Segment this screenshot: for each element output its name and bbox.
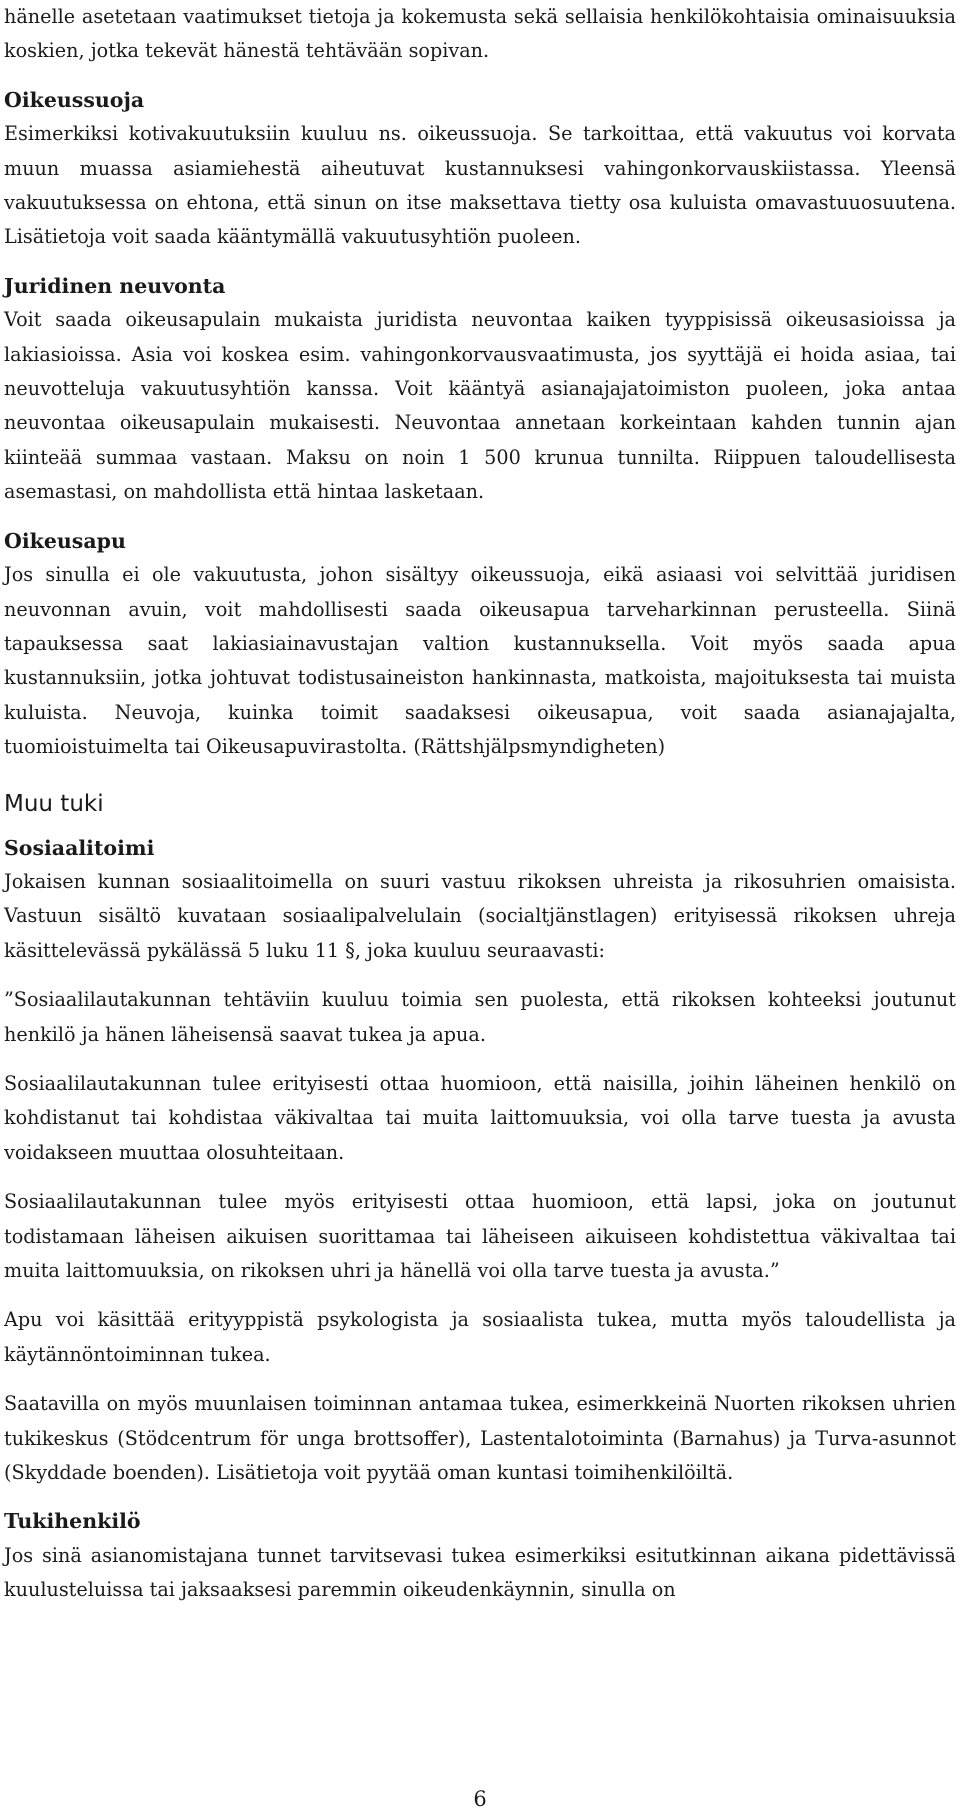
paragraph-sosiaalitoimi-help: Apu voi käsittää erityyppistä psykologista ja sosiaalista tukea, mutta myös taloudellista ja käytännöntoiminnan tukea.: [4, 1308, 956, 1366]
section-oikeussuoja: [4, 83, 956, 255]
paragraph-oikeussuoja: Esimerkiksi kotivakuutuksiin kuuluu ns. oikeussuoja. Se tarkoittaa, että vakuutus voi korvata muun muassa asiamiehestä aiheutuvat kustannuksesi vahingonkorvauskiistassa. Yleensä vakuutuksessa on ehtona, että sinun on itse maksettava tietty osa kuluista omavastuuosuutena. Lisätietoja voit saada kääntymällä vakuutusyhtiön puoleen.: [4, 122, 956, 249]
page-number: 6: [473, 1787, 487, 1811]
section-tukihenkilo: [4, 1504, 956, 1607]
intro-paragraph: hänelle asetetaan vaatimukset tietoja ja kokemusta sekä sellaisia henkilökohtaisia ominaisuuksia koskien, jotka tekevät hänestä tehtävään sopivan.: [4, 5, 956, 63]
paragraph-tukihenkilo: Jos sinä asianomistajana tunnet tarvitsevasi tukea esimerkiksi esitutkinnan aikana pidettävissä kuulusteluissa tai jaksaaksesi paremmin oikeudenkäynnin, sinulla on: [4, 1543, 956, 1602]
section-sosiaalitoimi: [4, 831, 956, 1491]
paragraph-sosiaalitoimi-quote-2: Sosiaalilautakunnan tulee erityisesti ottaa huomioon, että naisilla, joihin läheinen henkilö on kohdistanut tai kohdistaa väkivaltaa tai muita laittomuuksia, voi olla tarve tuesta ja avusta voidakseen muuttaa olosuhteitaan.: [4, 1071, 956, 1164]
section-oikeusapu: [4, 524, 956, 765]
heading-juridinen-neuvonta: Juridinen neuvonta: [4, 273, 226, 298]
paragraph-sosiaalitoimi-quote-3: Sosiaalilautakunnan tulee myös erityisesti ottaa huomioon, että lapsi, joka on joutunut todistamaan läheisen aikuisen suorittamaa tai läheiseen aikuiseen kohdistettua väkivaltaa tai muita laittomuuksia, on rikoksen uhri ja hänellä voi olla tarve tuesta ja avusta.”: [4, 1190, 956, 1282]
section-title-muu-tuki: Muu tuki: [4, 790, 104, 817]
paragraph-juridinen-neuvonta: Voit saada oikeusapulain mukaista juridista neuvontaa kaiken tyyppisissä oikeusasioissa ja lakiasioissa. Asia voi koskea esim. vahingonkorvausvaatimusta, jos syyttäjä ei hoida asiaa, tai neuvotteluja vakuutusyhtiön kanssa. Voit kääntyä asianajajatoimiston puoleen, joka antaa neuvontaa oikeusapulain mukaisesti. Neuvontaa annetaan korkeintaan kahden tunnin ajan kiinteää summaa vastaan. Maksu on noin 1 500 krunua tunnilta. Riippuen taloudellisesta asemastasi, on mahdollista että hintaa lasketaan.: [4, 308, 956, 504]
text-column: [4, 0, 956, 1608]
paragraph-sosiaalitoimi-quote-1: ”Sosiaalilautakunnan tehtäviin kuuluu toimia sen puolesta, että rikoksen kohteeksi joutunut henkilö ja hänen läheisensä saavat tukea ja apua.: [4, 988, 956, 1046]
section-juridinen-neuvonta: [4, 269, 956, 510]
paragraph-oikeusapu: Jos sinulla ei ole vakuutusta, johon sisältyy oikeussuoja, eikä asiaasi voi selvittää juridisen neuvonnan avuin, voit mahdollisesti saada oikeusapua tarveharkinnan perusteella. Siinä tapauksessa saat lakiasiainavustajan valtion kustannuksella. Voit myös saada apua kustannuksiin, jotka johtuvat todistusaineiston hankinnasta, matkoista, majoituksesta tai muista kuluista. Neuvoja, kuinka toimit saadaksesi oikeusapua, voit saada asianajajalta, tuomioistuimelta tai Oikeusapuvirastolta. (Rättshjälpsmyndigheten): [4, 563, 956, 759]
heading-oikeussuoja: Oikeussuoja: [4, 87, 145, 112]
paragraph-sosiaalitoimi-1: Jokaisen kunnan sosiaalitoimella on suuri vastuu rikoksen uhreista ja rikosuhrien omaisista. Vastuun sisältö kuvataan sosiaalipalvelulain (socialtjänstlagen) erityisessä rikoksen uhreja käsittelevässä pykälässä 5 luku 11 §, joka kuuluu seuraavasti:: [4, 869, 956, 962]
heading-oikeusapu: Oikeusapu: [4, 528, 126, 553]
heading-sosiaalitoimi: Sosiaalitoimi: [4, 835, 155, 860]
paragraph-sosiaalitoimi-other-support: Saatavilla on myös muunlaisen toiminnan antamaa tukea, esimerkkeinä Nuorten rikoksen uhrien tukikeskus (Stödcentrum för unga brottsoffer), Lastentalotoiminta (Barnahus) ja Turva-asunnot (Skyddade boenden). Lisätietoja voit pyytää oman kuntasi toimihenkilöiltä.: [4, 1392, 956, 1485]
heading-tukihenkilo: Tukihenkilö: [4, 1509, 141, 1534]
